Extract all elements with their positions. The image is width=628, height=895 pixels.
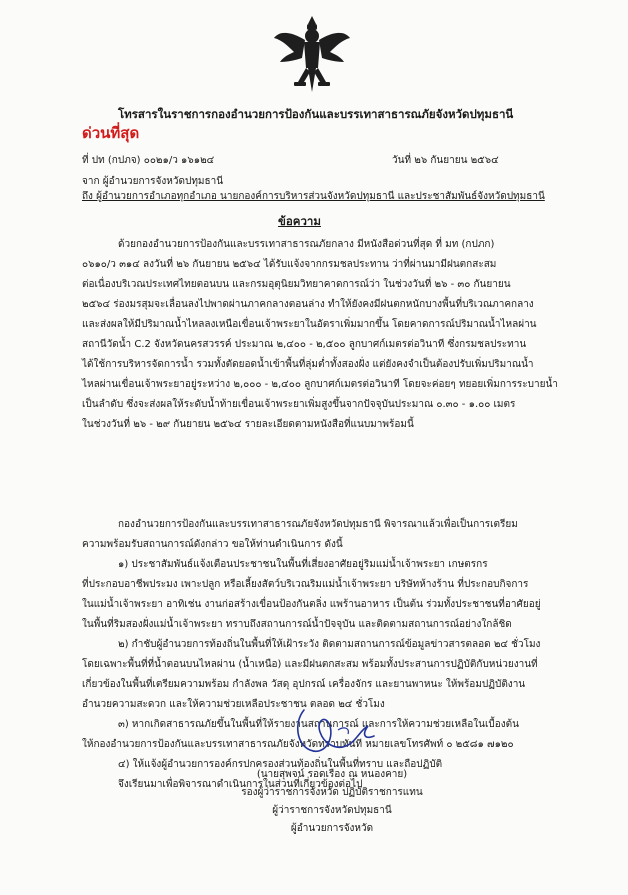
- instruction-item-4: ๔) ให้แจ้งผู้อำนวยการองค์กรปกครองส่วนท้องถิ่นในพื้นที่ทราบ และถือปฏิบัติ: [118, 759, 443, 770]
- document-title: โทรสารในราชการกองอำนวยการป้องกันและบรรเทาสาธารณภัยจังหวัดปทุมธานี: [118, 107, 514, 121]
- text-line: อำนวยความสะดวก และให้ความช่วยเหลือประชาชน ตลอด ๒๔ ชั่วโมง: [82, 699, 385, 710]
- signatory-title-2: ผู้ว่าราชการจังหวัดปทุมธานี: [272, 805, 392, 816]
- text-line: ๒๕๖๔ ร่องมรสุมจะเลื่อนลงไปพาดผ่านภาคกลางตอนล่าง ทำให้ยังคงมีฝนตกหนักบางพื้นที่บริเวณภาคกลาง: [82, 299, 534, 310]
- paragraph-notice: [82, 235, 572, 435]
- text-line: ในแม่น้ำเจ้าพระยา อาทิเช่น งานก่อสร้างเขื่อนป้องกันตลิ่ง แพร้านอาหาร เป็นต้น ร่วมทั้งประชาชนที่อาศัยอยู่: [82, 599, 541, 610]
- text-line: ไหลผ่านเขื่อนเจ้าพระยาอยู่ระหว่าง ๒,๐๐๐ - ๒,๔๐๐ ลูกบาศก์เมตรต่อวินาที โดยจะค่อยๆ ทยอยเพิ่มการระบายน้ำ: [82, 379, 558, 390]
- text-line: กองอำนวยการป้องกันและบรรเทาสาธารณภัยจังหวัดปทุมธานี พิจารณาแล้วเพื่อเป็นการเตรียม: [118, 519, 518, 530]
- text-line: สถานีวัดน้ำ C.2 จังหวัดนครสวรรค์ ประมาณ ๒,๔๐๐ - ๒,๕๐๐ ลูกบาศก์เมตรต่อวินาที ซึ่งกรมชลประทาน: [82, 339, 527, 350]
- urgency-label: ด่วนที่สุด: [82, 124, 140, 142]
- text-line: ด้วยกองอำนวยการป้องกันและบรรเทาสาธารณภัยกลาง มีหนังสือด่วนที่สุด ที่ มท (กปภก): [118, 239, 495, 250]
- sender-line: จาก ผู้อำนวยการจังหวัดปทุมธานี: [82, 176, 224, 187]
- garuda-emblem: [272, 12, 352, 96]
- text-line: ๐๖๑๐/ว ๓๑๔ ลงวันที่ ๒๖ กันยายน ๒๕๖๔ ได้รับแจ้งจากกรมชลประทาน ว่าที่ผ่านมามีฝนตกสะสม: [82, 259, 497, 270]
- text-line: ความพร้อมรับสถานการณ์ดังกล่าว ขอให้ท่านดำเนินการ ดังนี้: [82, 539, 343, 550]
- text-line: เป็นลำดับ ซึ่งจะส่งผลให้ระดับน้ำท้ายเขื่อนเจ้าพระยาเพิ่มสูงขึ้นจากปัจจุบันประมาณ ๐.๓๐ - ๑.๐๐ เมตร: [82, 399, 516, 410]
- reference-number: ที่ ปท (กปภจ) ๐๐๒๑/ว ๑๖๑๒๔: [82, 155, 215, 166]
- signatory-title-1: รองผู้ว่าราชการจังหวัด ปฏิบัติราชการแทน: [241, 787, 423, 798]
- instruction-item-2: ๒) กำชับผู้อำนวยการท้องถิ่นในพื้นที่ให้เฝ้าระวัง ติดตามสถานการณ์ข้อมูลข่าวสารตลอด ๒๔ ชั่วโมง: [118, 639, 541, 650]
- text-line: และส่งผลให้มีปริมาณน้ำไหลลงเหนือเขื่อนเจ้าพระยาในอัตราเพิ่มมากขึ้น โดยคาดการณ์ปริมาณน้ำไหลผ่าน: [82, 319, 537, 330]
- instruction-item-3: ๓) หากเกิดสาธารณภัยขึ้นในพื้นที่ให้รายงานสถานการณ์ และการให้ความช่วยเหลือในเบื้องต้น: [118, 719, 519, 730]
- section-title: ข้อความ: [278, 214, 321, 228]
- document-date: วันที่ ๒๖ กันยายน ๒๕๖๔: [392, 155, 499, 166]
- recipient-line: ถึง ผู้อำนวยการอำเภอทุกอำเภอ นายกองค์การบริหารส่วนจังหวัดปทุมธานี และประชาสัมพันธ์จังหวัดปทุมธานี: [82, 191, 545, 202]
- handwritten-signature: [290, 700, 380, 762]
- text-line: ที่ประกอบอาชีพประมง เพาะปลูก หรือเลี้ยงสัตว์บริเวณริมแม่น้ำเจ้าพระยา บริษัทห้างร้าน ที่ประกอบกิจการ: [82, 579, 529, 590]
- text-line: ในช่วงวันที่ ๒๖ - ๒๙ กันยายน ๒๕๖๔ รายละเอียดตามหนังสือที่แนบมาพร้อมนี้: [82, 419, 414, 430]
- signatory-name: (นายสุพจน์ รอดเรือง ณ หนองคาย): [256, 769, 408, 780]
- closing-line: จึงเรียนมาเพื่อพิจารณาดำเนินการในส่วนที่เกี่ยวข้องต่อไป: [118, 779, 363, 790]
- text-line: ต่อเนื่องบริเวณประเทศไทยตอนบน และกรมอุตุนิยมวิทยาคาดการณ์ว่า ในช่วงวันที่ ๒๖ - ๓๐ กันยายน: [82, 279, 511, 290]
- signatory-title-3: ผู้อำนวยการจังหวัด: [290, 823, 374, 834]
- instruction-item-1: ๑) ประชาสัมพันธ์แจ้งเตือนประชาชนในพื้นที่เสี่ยงอาศัยอยู่ริมแม่น้ำเจ้าพระยา เกษตรกร: [118, 559, 488, 570]
- text-line: ได้ใช้การบริหารจัดการน้ำ รวมทั้งตัดยอดน้ำเข้าพื้นที่ลุ่มต่ำทั้งสองฝั่ง แต่ยังคงจำเป็นต้องปรับเพิ่มปริมาณน้ำ: [82, 359, 534, 370]
- text-line: เกี่ยวข้องในพื้นที่เตรียมความพร้อม กำลังพล วัสดุ อุปกรณ์ เครื่องจักร และยานพาหนะ ให้พร้อมปฏิบัติงาน: [82, 679, 526, 690]
- text-line: โดยเฉพาะพื้นที่ที่น้ำตอนบนไหลผ่าน (น้ำเหนือ) และมีฝนตกสะสม พร้อมทั้งประสานการปฏิบัติกับหน่วยงานที่: [82, 659, 538, 670]
- text-line: ในพื้นที่ริมสองฝั่งแม่น้ำเจ้าพระยา ทราบถึงสถานการณ์น้ำปัจจุบัน และติดตามสถานการณ์อย่างใกล้ชิด: [82, 619, 512, 630]
- signature-block: [232, 766, 432, 838]
- text-line: ให้กองอำนวยการป้องกันและบรรเทาสาธารณภัยจังหวัดทราบทันที หมายเลขโทรศัพท์ ๐ ๒๕๘๑ ๗๑๒๐: [82, 739, 514, 750]
